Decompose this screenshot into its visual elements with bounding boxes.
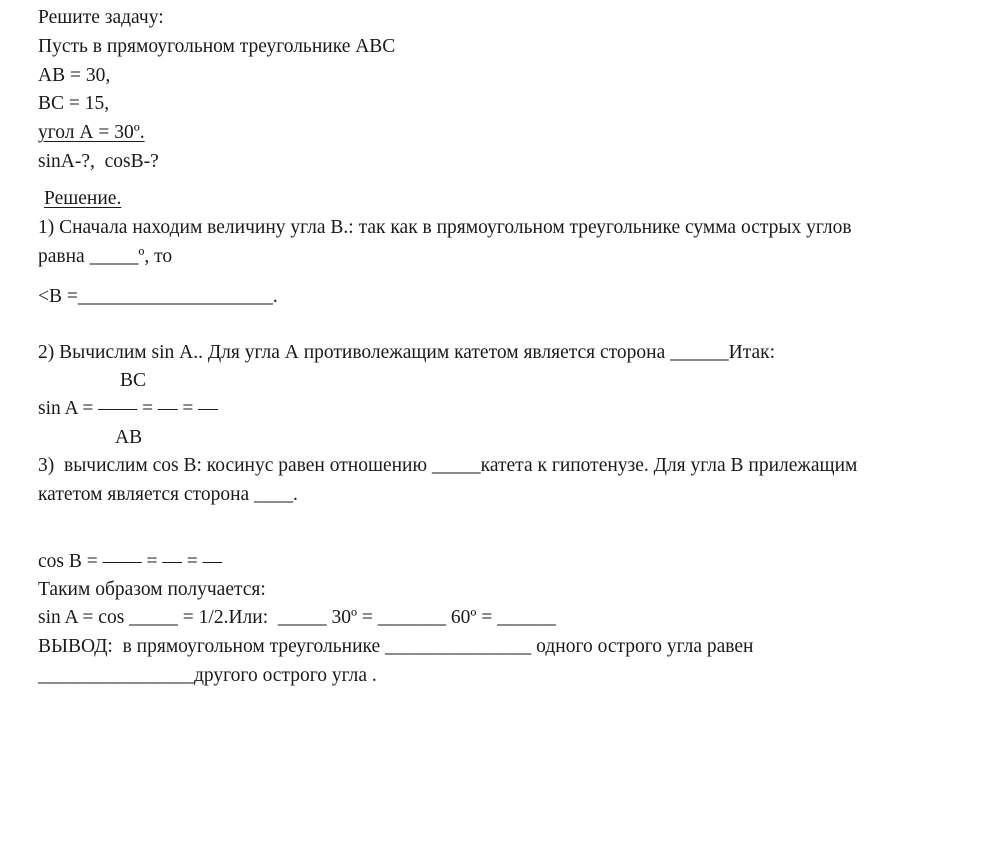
step3-line2: катетом является сторона ____.: [38, 484, 298, 505]
task-question: sinA-?, cosB-?: [38, 151, 159, 172]
result-line: sin A = cos _____ = 1/2.Или: _____ 30º = _______ 60º = ______: [38, 607, 556, 628]
given-ab: АВ = 30,: [38, 65, 111, 86]
given-bc: ВС = 15,: [38, 93, 110, 114]
sin-numerator: ВС: [120, 370, 147, 391]
angle-b-answer: <В =____________________.: [38, 286, 278, 307]
sin-formula: sin A = —— = — = —: [38, 398, 218, 419]
sin-denominator: АВ: [115, 427, 143, 448]
solution-heading: Решение.: [44, 188, 122, 209]
step1-line1: 1) Сначала находим величину угла В.: так как в прямоугольном треугольнике сумма острых углов: [38, 217, 852, 238]
task-statement: Пусть в прямоугольном треугольнике АВС: [38, 36, 396, 57]
conclusion-line2: ________________другого острого угла .: [38, 665, 377, 686]
task-heading: Решите задачу:: [38, 7, 164, 28]
step1-line2: равна _____º, то: [38, 246, 173, 267]
step2-text: 2) Вычислим sin А.. Для угла А противолежащим катетом является сторона ______Итак:: [38, 342, 776, 363]
conclusion-line1: ВЫВОД: в прямоугольном треугольнике _______________ одного острого угла равен: [38, 636, 754, 657]
given-angle: угол А = 30º.: [38, 122, 145, 143]
result-intro: Таким образом получается:: [38, 579, 266, 600]
step3-line1: 3) вычислим cos В: косинус равен отношению _____катета к гипотенузе. Для угла В прилежащим: [38, 455, 858, 476]
cos-formula: cos В = —— = — = —: [38, 551, 223, 572]
